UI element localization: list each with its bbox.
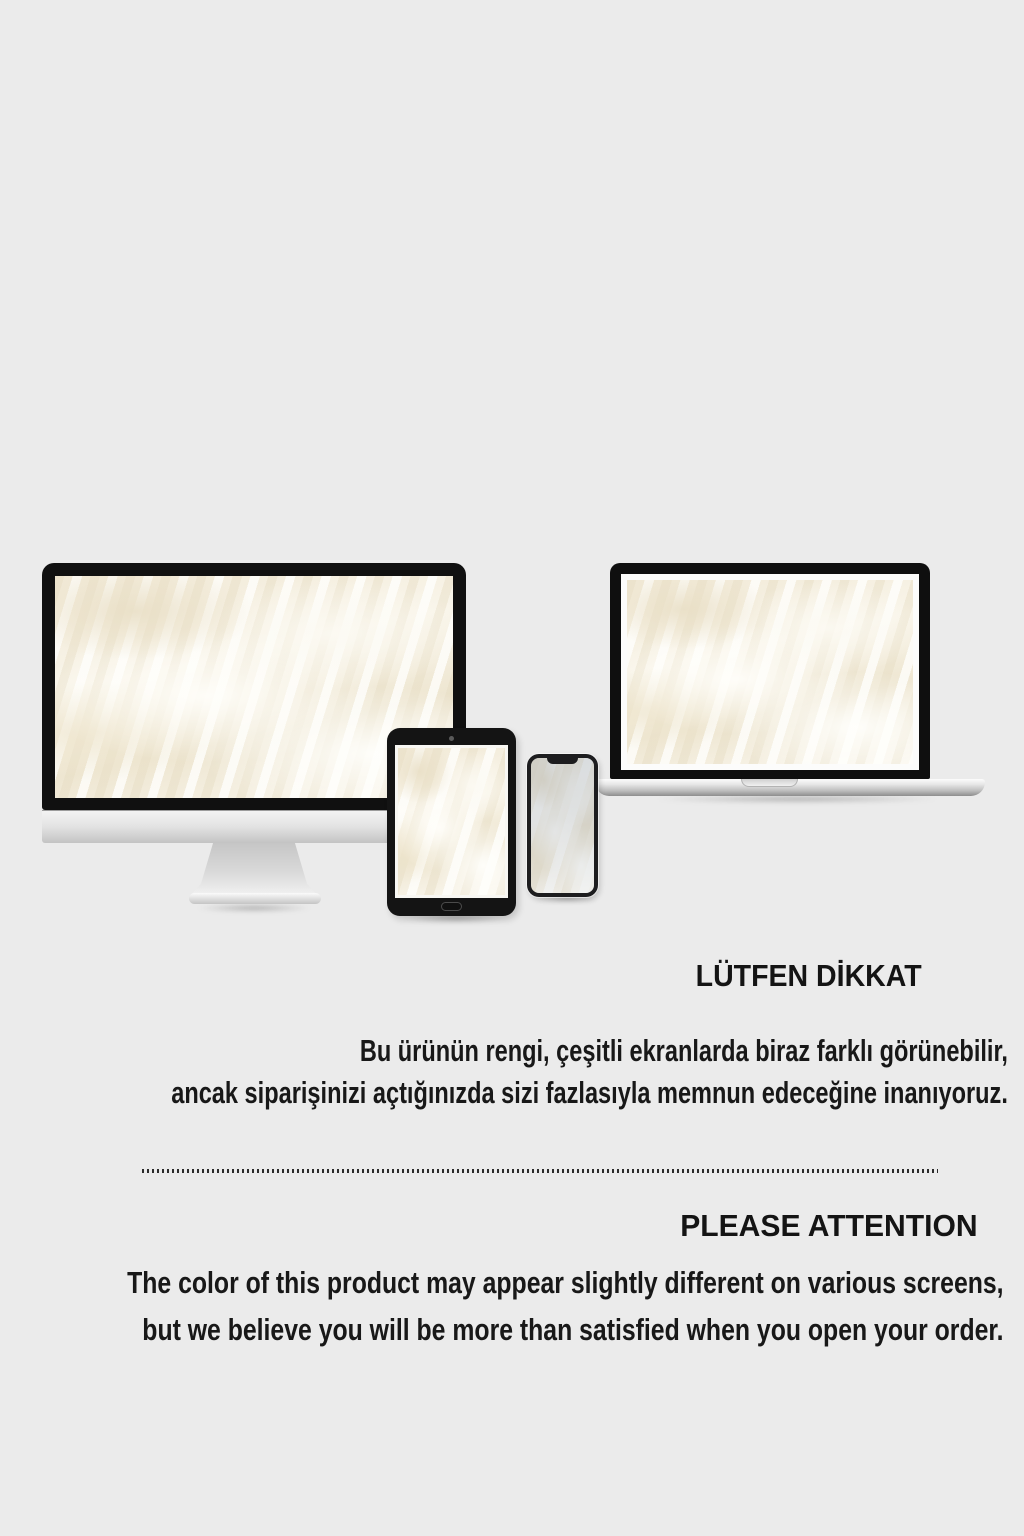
turkish-notice-title: LÜTFEN DİKKAT: [695, 958, 922, 993]
english-notice-line-1: The color of this product may appear slightly different on various screens,: [127, 1265, 1004, 1300]
tablet-home-button: [441, 902, 462, 911]
macbook-lid-notch: [741, 779, 798, 787]
macbook-screen-fabric-photo: [621, 574, 919, 770]
turkish-notice-line-1: Bu ürünün rengi, çeşitli ekranlarda biraz farklı görünebilir,: [359, 1033, 1008, 1068]
imac-stand-neck: [191, 843, 317, 895]
english-notice-line-2: but we believe you will be more than satisfied when you open your order.: [142, 1312, 1005, 1347]
turkish-notice-paragraph: [171, 1030, 1008, 1114]
turkish-notice-line-2: ancak siparişinizi açtığınızda sizi fazlasıyla memnun edeceğine inanıyoruz.: [171, 1075, 1008, 1110]
english-notice-title: PLEASE ATTENTION: [680, 1208, 978, 1243]
tablet-screen-fabric-photo: [395, 745, 508, 898]
tablet-camera-dot: [449, 736, 454, 741]
phone-screen-fabric-photo: [531, 758, 594, 893]
phone-notch: [547, 758, 578, 764]
english-notice-paragraph: [128, 1259, 1004, 1353]
dotted-separator: [142, 1169, 938, 1173]
imac-stand-base: [189, 893, 321, 904]
